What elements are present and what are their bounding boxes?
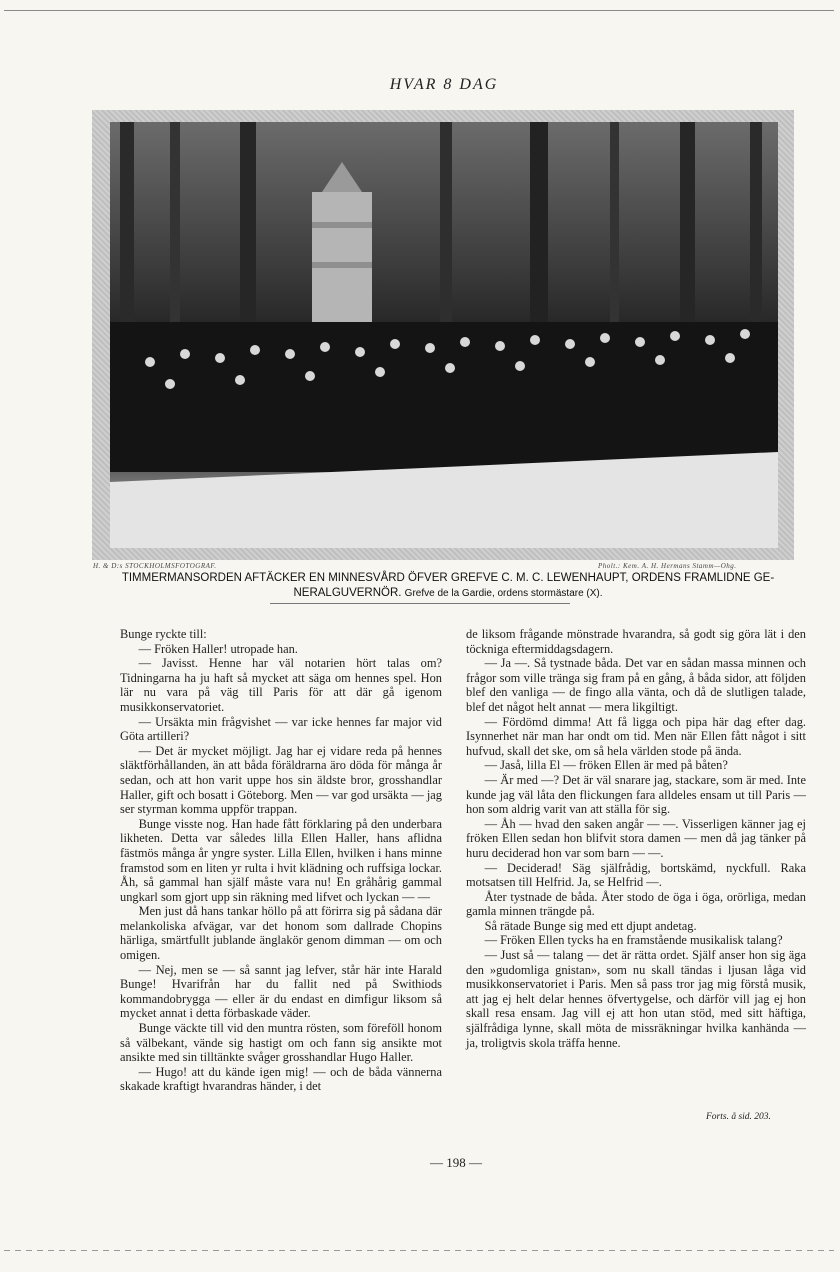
photo-caption [92, 571, 804, 601]
page-number: — 198 — [430, 1155, 482, 1170]
paragraph: — Just så — talang — det är rätta ordet. Själf anser hon sig äga den »gudomliga gnistan», som nu skall tändas i ljusan låga vid musikkonservatoriet i Paris. Men så pass tror jag mig förstå musik, att jag ej helt delar hennes öfvertygelse, och därför vill jag ej hon skall resa ensam. Jag vill ej att hon utan stöd, med sitt häftiga, själfrådiga lynne, skall möta de missräkningar hvilka kanhända — ja, troligtvis skola träffa henne. [466, 948, 806, 1050]
photo-frame [92, 110, 794, 560]
paragraph: — Deciderad! Säg själfrådig, bortskämd, nyckfull. Raka motsatsen till Helfrid. Ja, se Helfrid —. [466, 860, 806, 890]
paragraph: Så rätade Bunge sig med ett djupt andetag. [484, 918, 697, 933]
paragraph: Bunge ryckte till: [120, 627, 207, 641]
left-text-column [120, 627, 442, 1094]
paragraph: — Åh — hvad den saken angår — —. Visserligen känner jag ej fröken Ellen sedan hon blifvit stora damen — men då jag tänker på huru deciderad hon var som barn — —. [466, 816, 806, 860]
paragraph: — Hugo! att du kände igen mig! — och de båda vännerna skakade kraftigt hvarandras händer, i det [120, 1064, 442, 1094]
paragraph: — Fröken Haller! utropade han. [138, 641, 298, 656]
paragraph: — Nej, men se — så sannt jag lefver, står här inte Harald Bunge! Hvarifrån har du fallit ned på Swithiods kommandobrygga — eller är du endast en dimfigur liksom så mycket annat i detta förbaskade väder. [120, 962, 442, 1021]
caption-rule [270, 603, 570, 604]
paragraph: — Javisst. Henne har väl notarien hört talas om? Tidningarna ha ju haft så mycket att säga om hennes spel. Hon lär nu vara på väg till Paris för att där gå igenom musikkonservatoriet. [120, 656, 442, 714]
group-photograph [110, 122, 778, 548]
caption-main: TIMMERMANSORDEN AFTÄCKER EN MINNESVÅRD ÖFVER GREFVE C. M. C. LEWENHAUPT, ORDENS FRAMLIDNE GE-NERALGUVERNÖR. [121, 572, 775, 599]
photo-illustration [110, 122, 778, 548]
photo-credit-left: H. & D:s STOCKHOLMSFOTOGRAF. [93, 562, 217, 570]
paragraph: — Jaså, lilla El — fröken Ellen är med på båten? [484, 758, 728, 773]
caption-sub: Grefve de la Gardie, ordens stormästare (X). [404, 588, 603, 599]
paragraph: — Det är mycket möjligt. Jag har ej vidare reda på hennes släktförhållanden, än att båda föräldrarna äro döda för många år sedan, och att hon varit uppe hos sin äldste bror, grosshandlar Haller, gift och bosatt i Göteborg. Men — var god ursäkta — jag ser styrman komma uppför trappan. [120, 743, 442, 817]
photo-credit-right: Pholt.: Kem. A. H. Hermans Stamm—Ohg. [598, 562, 737, 570]
paragraph: — Ursäkta min frågvishet — var icke hennes far major vid Göta artilleri? [120, 714, 442, 744]
continuation-note: Forts. å sid. 203. [706, 1112, 771, 1122]
paragraph: — Ja —. Så tystnade båda. Det var en sådan massa minnen och frågor som ville tränga sig fram på en gång, å båda sidor, att följden blef den vanliga — de fingo alla vänta, och då de slutligen talade, blef det något helt annat — mera likgiltigt. [466, 656, 806, 714]
paragraph: Men just då hans tankar höllo på att förirra sig på sådana där melankoliska afvägar, var det honom som dallrade Chopins härliga, smärtfullt jublande änglakör genom dimman — om och omigen. [120, 904, 442, 963]
paragraph: Bunge visste nog. Han hade fått förklaring på den underbara likheten. Detta var således lilla Ellen Haller, hans aflidna fästmös många år yngre syster. Lilla Ellen, hvilken i hans minne framstod som en liten yr rulta i hvit klädning och ruffsiga lockar. Åh, så gammal han själf måste vara nu! En gråhårig gammal ungkarl som gjort upp sin räkning med lifvet och lyckan — — [120, 816, 442, 904]
top-rule [4, 10, 834, 11]
paragraph: — Fördömd dimma! Att få ligga och pipa här dag efter dag. Isynnerhet när man har ondt om tid. Men när Ellen fått något i sitt hufvud, skall det ske, om så hela världen stode på ända. [466, 714, 806, 758]
right-text-column [466, 627, 806, 1050]
paragraph: de liksom frågande mönstrade hvarandra, så godt sig göra lät i den töckniga eftermiddagsdagern. [466, 627, 806, 656]
paragraph: — Fröken Ellen tycks ha en framstående musikalisk talang? [484, 933, 783, 948]
page-header: HVAR 8 DAG [389, 76, 499, 93]
paragraph: Åter tystnade de båda. Åter stodo de öga i öga, orörliga, medan gamla minnen trängde på. [466, 889, 806, 919]
paragraph: Bunge väckte till vid den muntra rösten, som föreföll honom så välbekant, vände sig hastigt om och fann sig ansikte mot ansikte med sin tilltänkte svåger grosshandlar Hugo Haller. [120, 1021, 442, 1065]
bottom-rule [4, 1250, 834, 1251]
paragraph: — Är med —? Det är väl snarare jag, stackare, som är med. Inte kunde jag väl låta den flickungen fara alldeles ensam ut till Paris — hon som aldrig varit van att ställa för sig. [466, 772, 806, 817]
